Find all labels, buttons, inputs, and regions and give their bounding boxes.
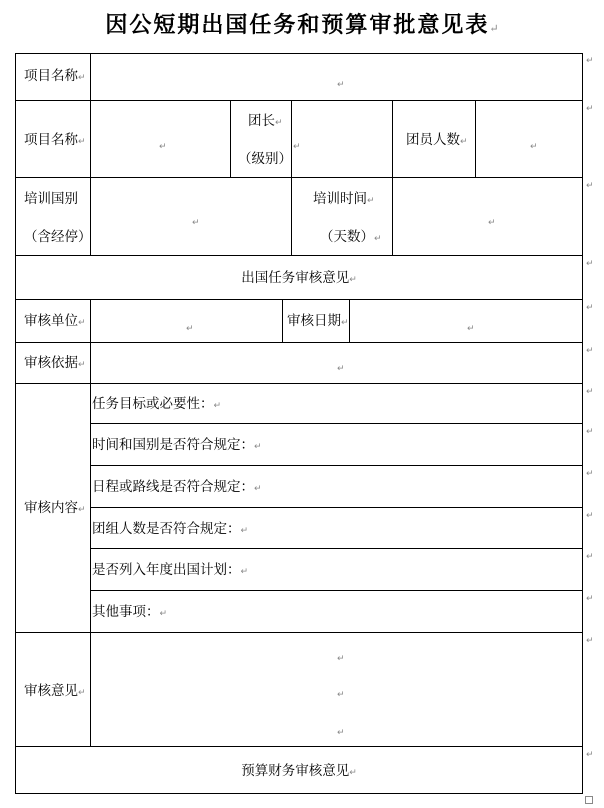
content-item: 日程或路线是否符合规定：↵ bbox=[92, 479, 262, 495]
project-name-label: 项目名称↵ bbox=[24, 68, 86, 84]
row-line bbox=[15, 299, 583, 300]
paragraph-mark: ↵ bbox=[192, 218, 200, 228]
row-end-mark: ↵ bbox=[586, 303, 594, 313]
content-row-line bbox=[90, 465, 583, 466]
table-left-border bbox=[15, 53, 16, 794]
review-unit-label: 审核单位↵ bbox=[24, 313, 86, 329]
table-top-border bbox=[15, 53, 583, 54]
task-opinion-heading: 出国任务审核意见↵ bbox=[241, 270, 357, 286]
content-row-line bbox=[90, 590, 583, 591]
col-line bbox=[90, 299, 91, 747]
paragraph-mark: ↵ bbox=[337, 728, 345, 738]
row-end-mark: ↵ bbox=[586, 636, 594, 646]
row-line bbox=[15, 100, 583, 101]
paragraph-mark: ↵ bbox=[337, 80, 345, 90]
col-line bbox=[475, 100, 476, 177]
col-line bbox=[349, 299, 350, 342]
row-end-mark: ↵ bbox=[586, 469, 594, 479]
paragraph-mark: ↵ bbox=[488, 218, 496, 228]
training-country-label: 培训国别 bbox=[24, 191, 78, 207]
col-line bbox=[291, 100, 292, 255]
row-line bbox=[15, 746, 583, 747]
training-time-label: 培训时间↵ bbox=[313, 191, 375, 207]
row-line bbox=[15, 632, 583, 633]
col-line bbox=[90, 53, 91, 255]
row-line bbox=[15, 255, 583, 256]
review-date-label: 审核日期↵ bbox=[287, 313, 349, 329]
col-line bbox=[230, 100, 231, 177]
budget-opinion-heading: 预算财务审核意见↵ bbox=[241, 763, 357, 779]
content-item: 团组人数是否符合规定：↵ bbox=[92, 521, 249, 537]
leader-label: 团长↵ bbox=[248, 113, 283, 129]
paragraph-mark: ↵ bbox=[489, 22, 499, 35]
row-end-mark: ↵ bbox=[586, 346, 594, 356]
row-end-mark: ↵ bbox=[586, 750, 594, 760]
paragraph-mark: ↵ bbox=[337, 690, 345, 700]
content-row-line bbox=[90, 423, 583, 424]
paragraph-mark: ↵ bbox=[337, 654, 345, 664]
row-line bbox=[15, 342, 583, 343]
training-days-label: （天数）↵ bbox=[320, 229, 382, 245]
review-content-label: 审核内容↵ bbox=[24, 500, 86, 516]
review-basis-label: 审核依据↵ bbox=[24, 355, 86, 371]
row-end-mark: ↵ bbox=[586, 56, 594, 66]
content-item: 时间和国别是否符合规定：↵ bbox=[92, 437, 262, 453]
paragraph-mark: ↵ bbox=[186, 324, 194, 334]
row-end-mark: ↵ bbox=[586, 552, 594, 562]
content-item: 任务目标或必要性：↵ bbox=[92, 396, 222, 412]
content-item: 是否列入年度出国计划：↵ bbox=[92, 562, 249, 578]
content-row-line bbox=[90, 548, 583, 549]
row-line bbox=[15, 177, 583, 178]
paragraph-mark: ↵ bbox=[159, 142, 167, 152]
table-resize-handle[interactable] bbox=[585, 796, 593, 804]
content-row-line bbox=[90, 507, 583, 508]
row-end-mark: ↵ bbox=[586, 181, 594, 191]
row-line bbox=[15, 383, 583, 384]
document-title bbox=[0, 8, 604, 39]
paragraph-mark: ↵ bbox=[337, 364, 345, 374]
col-line bbox=[282, 299, 283, 342]
row-end-mark: ↵ bbox=[586, 104, 594, 114]
members-label: 团员人数↵ bbox=[406, 132, 468, 148]
col-line bbox=[392, 100, 393, 255]
row-end-mark: ↵ bbox=[586, 594, 594, 604]
leader-level-label: （级别） bbox=[238, 151, 292, 167]
table-bottom-border bbox=[15, 793, 583, 794]
paragraph-mark: ↵ bbox=[467, 324, 475, 334]
title-text: 因公短期出国任务和预算审批意见表 bbox=[105, 12, 490, 38]
project-name-label-2: 项目名称↵ bbox=[24, 132, 86, 148]
paragraph-mark: ↵ bbox=[530, 142, 538, 152]
training-country-note: （含经停） bbox=[24, 229, 92, 245]
paragraph-mark: ↵ bbox=[293, 142, 301, 152]
content-item: 其他事项：↵ bbox=[92, 604, 168, 620]
row-end-mark: ↵ bbox=[586, 427, 594, 437]
review-opinion-label: 审核意见↵ bbox=[24, 683, 86, 699]
row-end-mark: ↵ bbox=[586, 259, 594, 269]
row-end-mark: ↵ bbox=[586, 387, 594, 397]
row-end-mark: ↵ bbox=[586, 511, 594, 521]
